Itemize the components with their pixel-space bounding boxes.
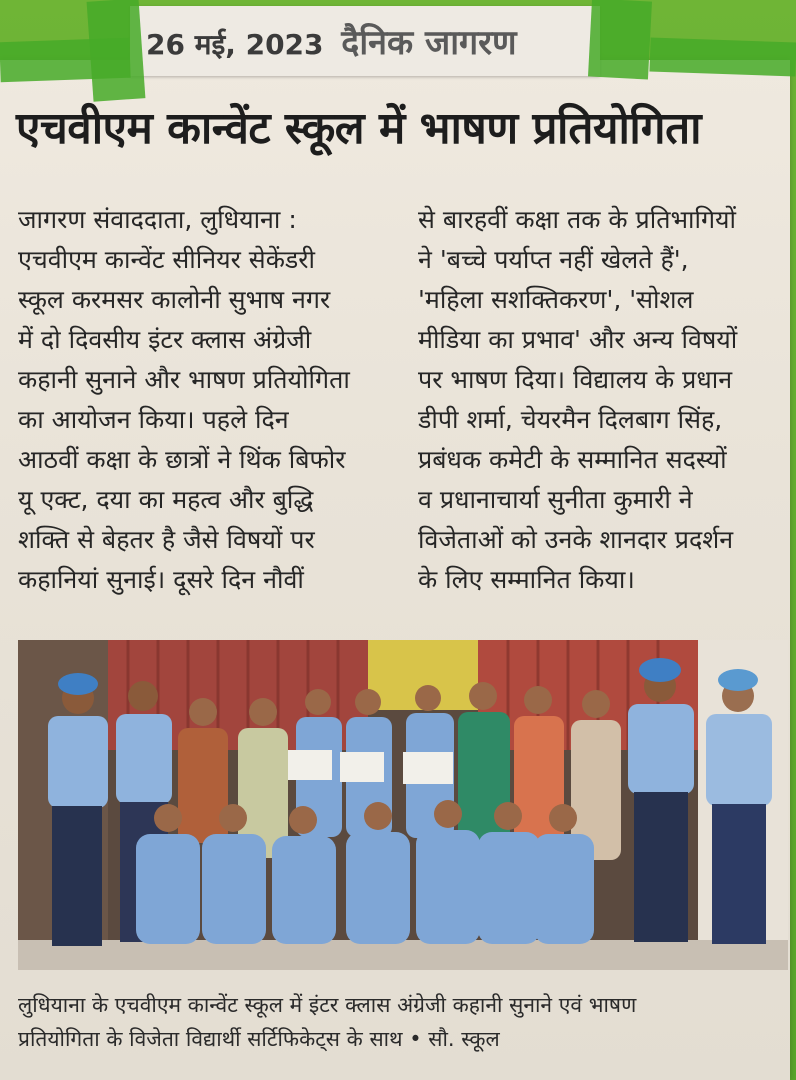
article-line: पर भाषण दिया। विद्यालय के प्रधान [418, 365, 733, 394]
article-headline: एचवीएम कान्वेंट स्कूल में भाषण प्रतियोगिता [16, 103, 702, 154]
article-line: डीपी शर्मा, चेयरमैन दिलबाग सिंह, [418, 405, 723, 434]
article-line: का आयोजन किया। पहले दिन [18, 405, 289, 434]
article-line: शक्ति से बेहतर है जैसे विषयों पर [18, 525, 315, 554]
article-line: 'महिला सशक्तिकरण', 'सोशल [418, 285, 694, 314]
photo-caption [18, 988, 788, 1056]
article-line: यू एक्ट, दया का महत्व और बुद्धि [18, 485, 314, 514]
article-line: जागरण संवाददाता, लुधियाना : [18, 205, 297, 234]
article-line: से बारहवीं कक्षा तक के प्रतिभागियों [418, 205, 737, 234]
article-line: मीडिया का प्रभाव' और अन्य विषयों [418, 325, 738, 354]
caption-line: प्रतियोगिता के विजेता विद्यार्थी सर्टिफिकेट्स के साथ • सौ. स्कूल [18, 1027, 500, 1051]
dateline [146, 18, 517, 64]
group-photo [18, 640, 788, 970]
article-line: आठवीं कक्षा के छात्रों ने थिंक बिफोर [18, 445, 346, 474]
article-right-column [418, 200, 790, 600]
article-line: विजेताओं को उनके शानदार प्रदर्शन [418, 525, 734, 554]
article-line: के लिए सम्मानित किया। [418, 565, 635, 594]
newspaper-name: दैनिक जागरण [341, 23, 517, 63]
publication-date: 26 मई, 2023 [146, 28, 324, 61]
article-line: कहानी सुनाने और भाषण प्रतियोगिता [18, 365, 350, 394]
article-line: व प्रधानाचार्या सुनीता कुमारी ने [418, 485, 693, 514]
tape-strip [0, 38, 131, 83]
article-line: कहानियां सुनाई। दूसरे दिन नौवीं [18, 565, 304, 594]
tape-strip [588, 0, 652, 80]
article-line: स्कूल करमसर कालोनी सुभाष नगर [18, 285, 331, 314]
article-line: में दो दिवसीय इंटर क्लास अंग्रेजी [18, 325, 312, 354]
article-line: प्रबंधक कमेटी के सम्मानित सदस्यों [418, 445, 727, 474]
article-line: ने 'बच्चे पर्याप्त नहीं खेलते हैं', [418, 245, 689, 274]
tape-strip [649, 37, 796, 76]
article-left-column [18, 200, 402, 600]
caption-line: लुधियाना के एचवीएम कान्वेंट स्कूल में इंटर क्लास अंग्रेजी कहानी सुनाने एवं भाषण [18, 993, 637, 1017]
article-line: एचवीएम कान्वेंट सीनियर सेकेंडरी [18, 245, 315, 274]
